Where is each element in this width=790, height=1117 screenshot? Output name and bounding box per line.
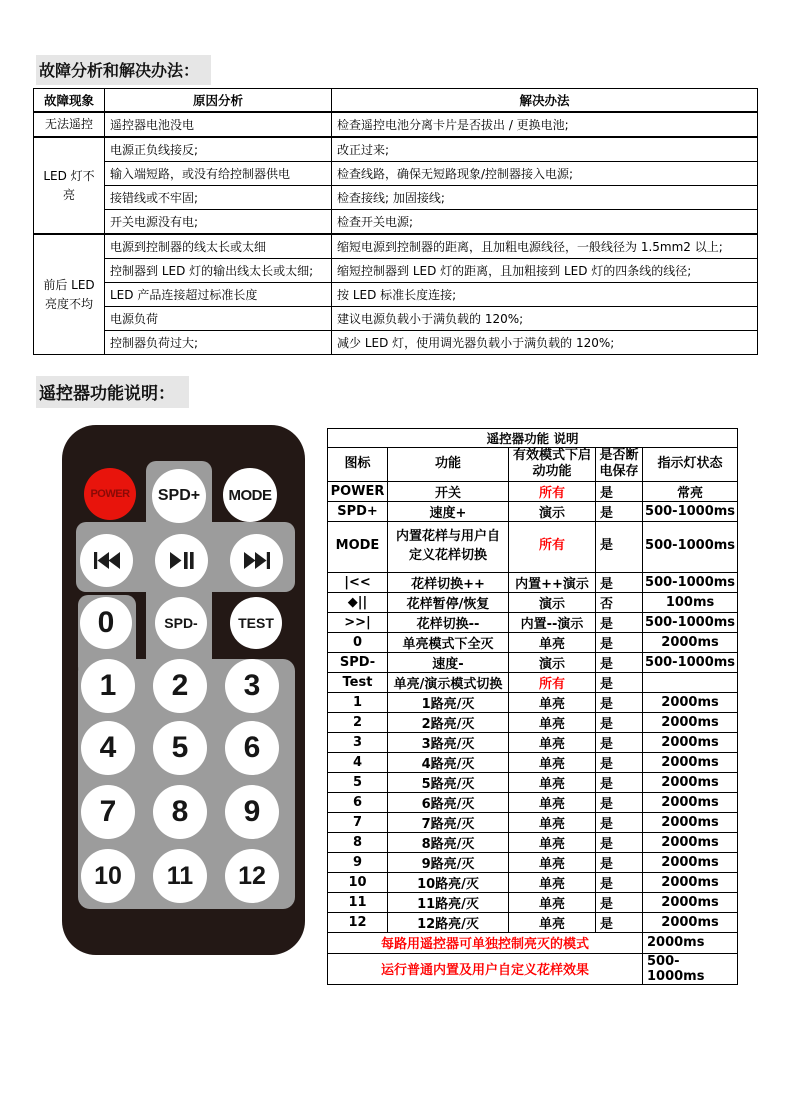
play-pause-button [155, 534, 208, 587]
mode-cell: 所有 [509, 672, 596, 692]
digit-button-6: 6 [225, 721, 279, 775]
footer-note-cell: 运行普通内置及用户自定义花样效果 [328, 953, 643, 984]
digit-button-5: 5 [153, 721, 207, 775]
mode-cell: 单亮 [509, 712, 596, 732]
solution-cell: 缩短控制器到 LED 灯的距离，且加粗接到 LED 灯的四条线的线径; [332, 259, 758, 283]
remote-table-row [328, 772, 738, 792]
spd-minus-button: SPD- [155, 597, 207, 649]
led-cell: 2000ms [643, 872, 738, 892]
cause-cell: 接错线或不牢固; [105, 186, 332, 210]
skip-forward-button [230, 534, 283, 587]
led-cell: 2000ms [643, 892, 738, 912]
function-cell: 4路亮/灭 [388, 752, 509, 772]
led-cell: 2000ms [643, 692, 738, 712]
footer-led-cell: 500-1000ms [643, 953, 738, 984]
icon-cell: |<< [328, 572, 388, 592]
save-cell: 是 [596, 752, 643, 772]
icon-cell: SPD+ [328, 501, 388, 521]
remote-table-body [328, 481, 738, 984]
mode-cell: 单亮 [509, 872, 596, 892]
remote-table-row [328, 792, 738, 812]
fault-table-row [34, 331, 758, 355]
fault-group-label: LED 灯不亮 [34, 137, 105, 234]
icon-cell: 4 [328, 752, 388, 772]
fault-table-row [34, 307, 758, 331]
icon-cell: 7 [328, 812, 388, 832]
mode-cell: 单亮 [509, 732, 596, 752]
icon-cell: 5 [328, 772, 388, 792]
save-cell: 是 [596, 832, 643, 852]
fault-table-row [34, 137, 758, 162]
remote-table-row [328, 852, 738, 872]
section-title-fault: 故障分析和解决办法： [36, 55, 211, 85]
remote-table-row [328, 812, 738, 832]
save-cell: 是 [596, 812, 643, 832]
save-cell: 是 [596, 852, 643, 872]
remote-table-row [328, 592, 738, 612]
led-cell: 2000ms [643, 792, 738, 812]
icon-cell: Test [328, 672, 388, 692]
icon-cell: 2 [328, 712, 388, 732]
zero-button: 0 [80, 597, 132, 649]
solution-cell: 建议电源负载小于满负载的 120%; [332, 307, 758, 331]
remote-table-footer-row [328, 932, 738, 953]
digit-button-8: 8 [153, 785, 207, 839]
icon-cell: 12 [328, 912, 388, 932]
led-cell: 常亮 [643, 481, 738, 501]
test-button: TEST [230, 597, 282, 649]
function-cell: 3路亮/灭 [388, 732, 509, 752]
function-cell: 1路亮/灭 [388, 692, 509, 712]
digit-button-12: 12 [225, 849, 279, 903]
column-header-cause: 原因分析 [105, 89, 332, 113]
save-cell: 是 [596, 772, 643, 792]
icon-cell: MODE [328, 521, 388, 572]
column-header-save: 是否断电保存 [596, 448, 643, 482]
icon-cell: >>| [328, 612, 388, 632]
digit-button-10: 10 [81, 849, 135, 903]
function-cell: 花样切换-- [388, 612, 509, 632]
icon-cell: 11 [328, 892, 388, 912]
icon-cell: 1 [328, 692, 388, 712]
mode-cell: 演示 [509, 652, 596, 672]
fault-table-row [34, 234, 758, 259]
led-cell: 2000ms [643, 812, 738, 832]
cause-cell: 控制器到 LED 灯的输出线太长或太细; [105, 259, 332, 283]
save-cell: 是 [596, 692, 643, 712]
cause-cell: LED 产品连接超过标准长度 [105, 283, 332, 307]
solution-cell: 缩短电源到控制器的距离，且加粗电源线径，一般线径为 1.5mm2 以上; [332, 234, 758, 259]
icon-cell: 9 [328, 852, 388, 872]
function-cell: 单亮模式下全灭 [388, 632, 509, 652]
function-cell: 速度- [388, 652, 509, 672]
cause-cell: 电源负荷 [105, 307, 332, 331]
function-cell: 速度+ [388, 501, 509, 521]
mode-cell: 单亮 [509, 792, 596, 812]
fault-table-row [34, 112, 758, 137]
skip-back-icon [94, 552, 120, 569]
mode-cell: 单亮 [509, 912, 596, 932]
led-cell: 2000ms [643, 712, 738, 732]
digit-button-9: 9 [225, 785, 279, 839]
solution-cell: 按 LED 标准长度连接; [332, 283, 758, 307]
fault-table-row [34, 210, 758, 235]
solution-cell: 检查线路，确保无短路现象/控制器接入电源; [332, 162, 758, 186]
mode-cell: 所有 [509, 521, 596, 572]
save-cell: 是 [596, 872, 643, 892]
mode-cell: 单亮 [509, 852, 596, 872]
mode-cell: 单亮 [509, 832, 596, 852]
led-cell: 2000ms [643, 852, 738, 872]
mode-cell: 单亮 [509, 632, 596, 652]
function-cell: 花样暂停/恢复 [388, 592, 509, 612]
remote-table-row [328, 672, 738, 692]
icon-cell: 0 [328, 632, 388, 652]
remote-table-row [328, 872, 738, 892]
function-cell: 9路亮/灭 [388, 852, 509, 872]
solution-cell: 检查开关电源; [332, 210, 758, 235]
column-header-solution: 解决办法 [332, 89, 758, 113]
mode-button: MODE [223, 468, 277, 522]
play-pause-icon [170, 552, 194, 569]
remote-table-row [328, 501, 738, 521]
remote-table-row [328, 521, 738, 572]
cause-cell: 控制器负荷过大; [105, 331, 332, 355]
remote-table-row [328, 481, 738, 501]
save-cell: 否 [596, 592, 643, 612]
cause-cell: 遥控器电池没电 [105, 112, 332, 137]
function-cell: 开关 [388, 481, 509, 501]
function-cell: 5路亮/灭 [388, 772, 509, 792]
save-cell: 是 [596, 912, 643, 932]
led-cell: 500-1000ms [643, 612, 738, 632]
function-cell: 6路亮/灭 [388, 792, 509, 812]
column-header-icon: 图标 [328, 448, 388, 482]
digit-button-11: 11 [153, 849, 207, 903]
led-cell: 2000ms [643, 732, 738, 752]
remote-table-row [328, 652, 738, 672]
icon-cell: SPD- [328, 652, 388, 672]
icon-cell: 8 [328, 832, 388, 852]
save-cell: 是 [596, 652, 643, 672]
save-cell: 是 [596, 521, 643, 572]
mode-cell: 单亮 [509, 772, 596, 792]
remote-table-row [328, 712, 738, 732]
mode-cell: 演示 [509, 592, 596, 612]
solution-cell: 检查遥控电池分离卡片是否拔出 / 更换电池; [332, 112, 758, 137]
fault-table [33, 88, 758, 355]
remote-table-row [328, 832, 738, 852]
digit-button-2: 2 [153, 659, 207, 713]
led-cell [643, 672, 738, 692]
solution-cell: 改正过来; [332, 137, 758, 162]
fault-table-row [34, 259, 758, 283]
save-cell: 是 [596, 612, 643, 632]
mode-cell: 内置++演示 [509, 572, 596, 592]
icon-cell: POWER [328, 481, 388, 501]
column-header-phenomenon: 故障现象 [34, 89, 105, 113]
icon-cell: 3 [328, 732, 388, 752]
remote-table-header-row [328, 448, 738, 482]
mode-cell: 所有 [509, 481, 596, 501]
save-cell: 是 [596, 501, 643, 521]
digit-button-3: 3 [225, 659, 279, 713]
icon-cell: 6 [328, 792, 388, 812]
column-header-led: 指示灯状态 [643, 448, 738, 482]
digit-button-1: 1 [81, 659, 135, 713]
remote-table-title-row [328, 429, 738, 448]
led-cell: 500-1000ms [643, 521, 738, 572]
function-cell: 11路亮/灭 [388, 892, 509, 912]
led-cell: 2000ms [643, 752, 738, 772]
skip-forward-icon [244, 552, 270, 569]
mode-cell: 单亮 [509, 812, 596, 832]
icon-cell: 10 [328, 872, 388, 892]
remote-table-row [328, 892, 738, 912]
remote-table-row [328, 572, 738, 592]
led-cell: 500-1000ms [643, 652, 738, 672]
function-cell: 2路亮/灭 [388, 712, 509, 732]
led-cell: 500-1000ms [643, 501, 738, 521]
fault-table-row [34, 186, 758, 210]
function-cell: 8路亮/灭 [388, 832, 509, 852]
save-cell: 是 [596, 632, 643, 652]
save-cell: 是 [596, 892, 643, 912]
cause-cell: 电源正负线接反; [105, 137, 332, 162]
column-header-mode: 有效模式下启动功能 [509, 448, 596, 482]
led-cell: 2000ms [643, 912, 738, 932]
save-cell: 是 [596, 712, 643, 732]
led-cell: 100ms [643, 592, 738, 612]
digit-button-4: 4 [81, 721, 135, 775]
spd-plus-button: SPD+ [152, 469, 206, 523]
fault-table-body [34, 112, 758, 355]
save-cell: 是 [596, 481, 643, 501]
cause-cell: 开关电源没有电; [105, 210, 332, 235]
remote-table-title: 遥控器功能 说明 [328, 429, 738, 448]
fault-group-label: 无法遥控 [34, 112, 105, 137]
digit-button-7: 7 [81, 785, 135, 839]
solution-cell: 减少 LED 灯，使用调光器负载小于满负载的 120%; [332, 331, 758, 355]
save-cell: 是 [596, 732, 643, 752]
function-cell: 内置花样与用户自定义花样切换 [388, 521, 509, 572]
function-cell: 7路亮/灭 [388, 812, 509, 832]
function-cell: 10路亮/灭 [388, 872, 509, 892]
remote-table-row [328, 692, 738, 712]
save-cell: 是 [596, 572, 643, 592]
fault-group-label: 前后 LED 亮度不均 [34, 234, 105, 355]
cause-cell: 输入端短路，或没有给控制器供电 [105, 162, 332, 186]
mode-cell: 单亮 [509, 692, 596, 712]
led-cell: 2000ms [643, 832, 738, 852]
fault-table-header-row [34, 89, 758, 113]
mode-cell: 单亮 [509, 892, 596, 912]
column-header-function: 功能 [388, 448, 509, 482]
remote-table-row [328, 912, 738, 932]
led-cell: 2000ms [643, 632, 738, 652]
mode-cell: 演示 [509, 501, 596, 521]
save-cell: 是 [596, 672, 643, 692]
save-cell: 是 [596, 792, 643, 812]
remote-table-row [328, 612, 738, 632]
function-cell: 单亮/演示模式切换 [388, 672, 509, 692]
function-cell: 12路亮/灭 [388, 912, 509, 932]
power-button: POWER [84, 468, 136, 520]
remote-table-row [328, 752, 738, 772]
remote-control-image [62, 425, 305, 955]
mode-cell: 内置--演示 [509, 612, 596, 632]
footer-led-cell: 2000ms [643, 932, 738, 953]
footer-note-cell: 每路用遥控器可单独控制亮灭的模式 [328, 932, 643, 953]
remote-table-row [328, 632, 738, 652]
function-cell: 花样切换++ [388, 572, 509, 592]
remote-table-footer-row [328, 953, 738, 984]
led-cell: 500-1000ms [643, 572, 738, 592]
icon-cell: ◆|| [328, 592, 388, 612]
section-title-remote: 遥控器功能说明： [36, 376, 189, 408]
fault-table-row [34, 283, 758, 307]
skip-back-button [80, 534, 133, 587]
solution-cell: 检查接线; 加固接线; [332, 186, 758, 210]
cause-cell: 电源到控制器的线太长或太细 [105, 234, 332, 259]
mode-cell: 单亮 [509, 752, 596, 772]
fault-table-row [34, 162, 758, 186]
led-cell: 2000ms [643, 772, 738, 792]
remote-table-row [328, 732, 738, 752]
remote-function-table [327, 428, 738, 985]
